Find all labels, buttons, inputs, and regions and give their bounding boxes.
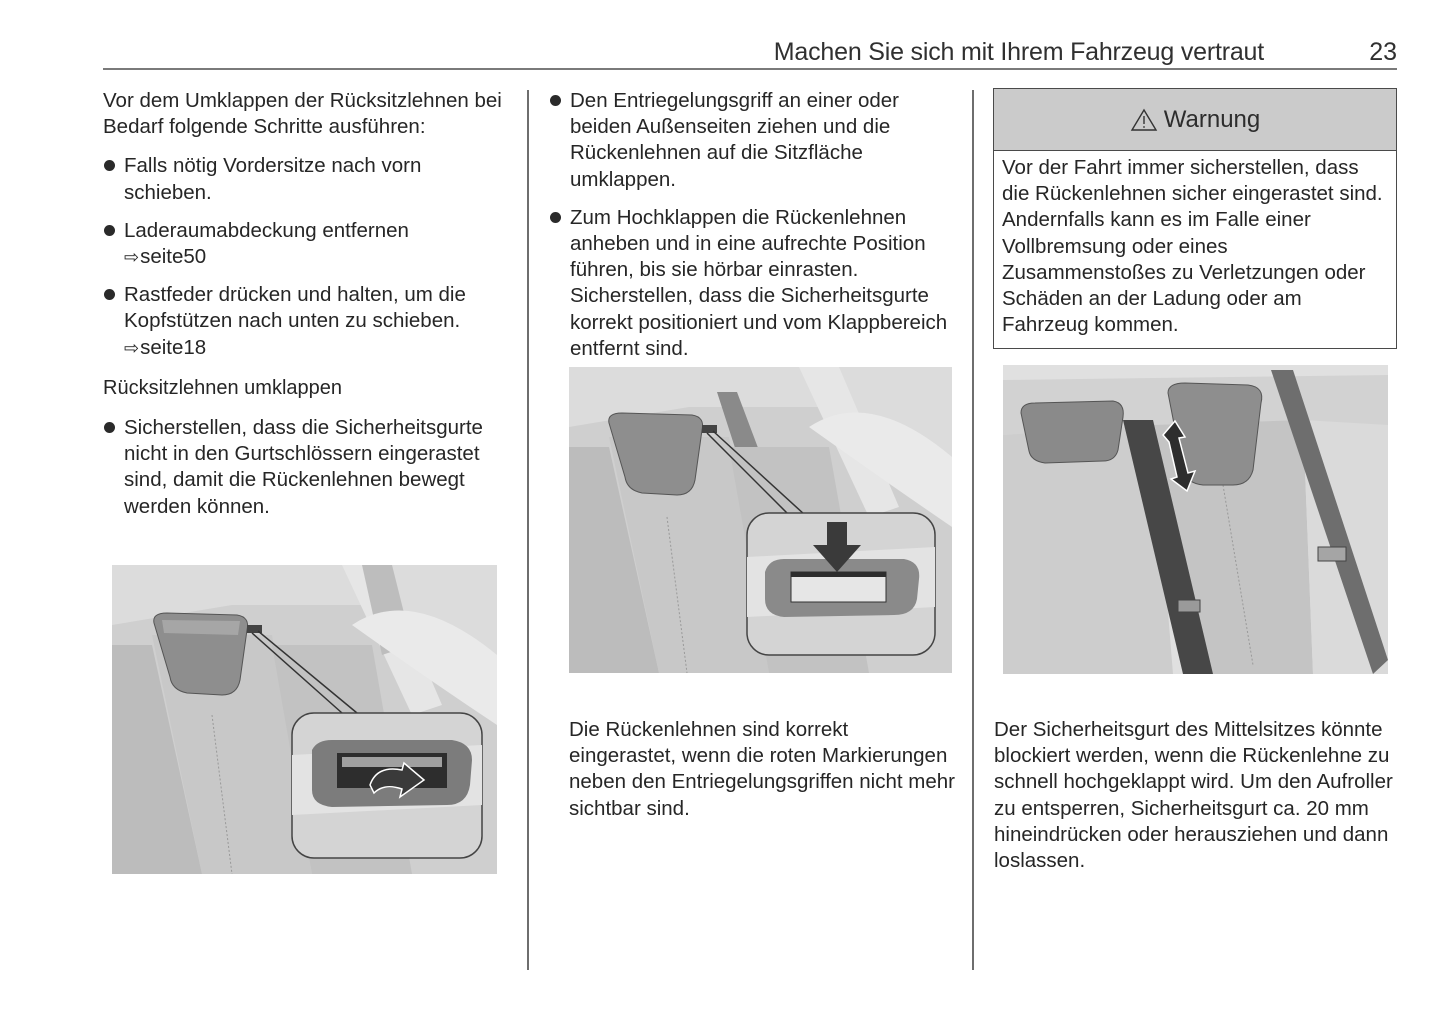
warning-triangle-icon [1130,108,1158,132]
list-item [549,88,959,193]
bullet-icon [550,212,561,223]
list-item [103,153,513,205]
fold-steps-list [103,415,513,520]
warning-header [994,89,1396,151]
caption-text: Die Rückenlehnen sind korrekt eingerastet, wenn die roten Markierungen neben den Entriegelungsgriffen nicht mehr sichtbar sind. [569,718,955,820]
bullet-icon [104,225,115,236]
seat-illustration [569,367,952,673]
column-1 [103,88,513,520]
list-item-text: Zum Hochklappen die Rückenlehnen anheben und in eine aufrechte Position führen, bis sie hörbar einrasten. Sicherstellen, dass die Sicherheitsgurte korrekt positioniert und vom Klappbereich entfernt sind. [570,205,948,360]
bullet-icon [550,95,561,106]
column-2 [549,88,959,362]
figure-seat-release-push [569,367,952,673]
column-divider [527,90,529,970]
page-header-title: Machen Sie sich mit Ihrem Fahrzeug vertraut [773,38,1264,66]
bullet-icon [104,289,115,300]
warning-body: Vor der Fahrt immer sicherstellen, dass die Rückenlehnen sicher eingerastet sind. Andernfalls kann es im Falle einer Vollbremsung oder eines Zusammenstoßes zu Verletzungen oder Schäden an der Ladung oder am Fahrzeug kommen. [1002,156,1383,337]
list-item-text: Laderaumabdeckung entfernen [124,218,409,242]
list-item-text: Den Entriegelungsgriff an einer oder beiden Außenseiten ziehen und die Rückenlehnen auf die Sitzfläche umklappen. [570,89,899,191]
arrow-right-icon: ⇨ [124,337,140,358]
column-divider [972,90,974,970]
bullet-icon [104,422,115,433]
seat-illustration [1003,365,1388,674]
list-item-text: Rastfeder drücken und halten, um die Kopfstützen nach unten zu schieben. [124,283,466,333]
list-item [103,282,513,361]
figure-2-caption [569,717,959,822]
intro-paragraph: Vor dem Umklappen der Rücksitzlehnen bei Bedarf folgende Schritte ausführen: [103,89,502,139]
figure-center-belt [1003,365,1388,674]
warning-title: Warnung [1163,105,1261,133]
bullet-icon [104,160,115,171]
list-item [549,205,959,362]
cross-reference-link[interactable]: ⇨seite50 [124,245,207,269]
arrow-right-icon: ⇨ [124,247,140,268]
prep-steps-list [103,153,513,360]
page-number: 23 [1369,38,1397,66]
seat-illustration [112,565,497,874]
section-subheading: Rücksitzlehnen umklappen [103,376,343,399]
figure-3-caption [994,717,1404,874]
list-item [103,218,513,270]
list-item-text: Sicherstellen, dass die Sicherheitsgurte nicht in den Gurtschlössern eingerastet sind, damit die Rückenlehnen bewegt werden können. [124,416,483,518]
cross-reference-link[interactable]: ⇨seite18 [124,335,207,359]
list-item-text: Falls nötig Vordersitze nach vorn schieben. [124,154,422,204]
header-rule [103,68,1397,70]
warning-box [993,88,1397,349]
caption-text: Der Sicherheitsgurt des Mittelsitzes könnte blockiert werden, wenn die Rückenlehne zu schnell hochgeklappt wird. Um den Aufroller zu entsperren, Sicherheitsgurt ca. 20 mm hineindrücken oder herausziehen und dann loslassen. [994,718,1393,873]
list-item [103,415,513,520]
release-steps-list [549,88,959,362]
figure-seat-release-pull [112,565,497,874]
